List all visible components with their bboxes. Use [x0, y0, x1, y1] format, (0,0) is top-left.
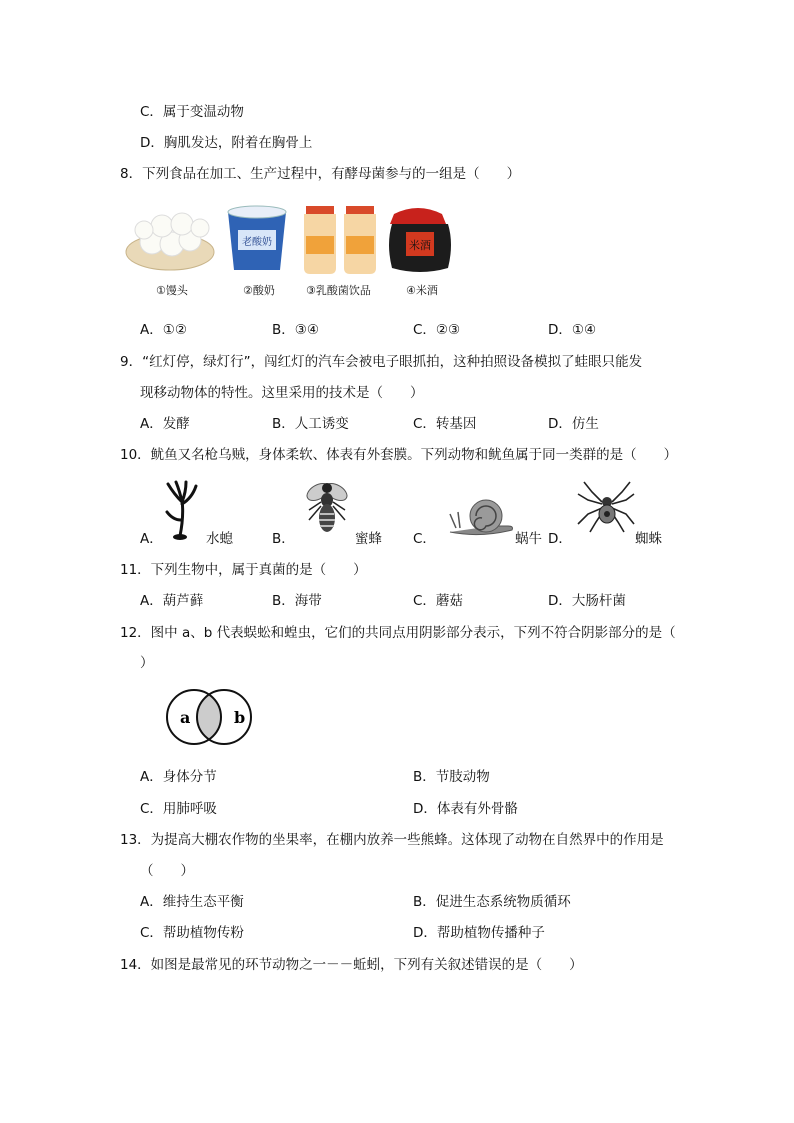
q12-option-d[interactable]: D．体表有外骨骼 [413, 801, 518, 817]
venn-diagram [158, 688, 260, 746]
q12-option-c[interactable]: C．用肺呼吸 [140, 801, 217, 817]
q10-option-c-letter[interactable]: C． [413, 531, 436, 547]
wine-label: 米酒 [409, 239, 431, 252]
q7-option-d: D．胸肌发达，附着在胸骨上 [140, 135, 313, 151]
q8-option-b[interactable]: B．③④ [272, 322, 319, 338]
q11-option-a[interactable]: A．葫芦藓 [140, 593, 204, 609]
q14-stem: 14．如图是最常见的环节动物之一－－蚯蚓，下列有关叙述错误的是（ ） [120, 957, 583, 973]
yogurt-cup-image [228, 206, 286, 270]
q13-option-a[interactable]: A．维持生态平衡 [140, 894, 244, 910]
lactic-drink-image [304, 206, 376, 274]
q8-figure [124, 200, 454, 280]
q8-option-a[interactable]: A．①② [140, 322, 187, 338]
venn-label-b: b [234, 708, 246, 727]
q10-option-d-name: 蜘蛛 [635, 531, 662, 547]
yogurt-label: 老酸奶 [242, 237, 272, 248]
q9-stem-line1: 9．“红灯停，绿灯行”，闯红灯的汽车会被电子眼抓拍，这种拍照设备模拟了蛙眼只能发 [120, 354, 643, 370]
q8-option-c[interactable]: C．②③ [413, 322, 461, 338]
snail-image [446, 494, 516, 538]
q8-caption-3: ③乳酸菌饮品 [306, 284, 371, 297]
q10-option-b-letter[interactable]: B． [272, 531, 295, 547]
venn-label-a: a [180, 708, 191, 727]
q8-caption-1: ①馒头 [156, 284, 188, 297]
q7-option-c: C．属于变温动物 [140, 104, 244, 120]
q9-stem-line2: 现移动物体的特性。这里采用的技术是（ ） [140, 385, 424, 401]
q9-option-b[interactable]: B．人工诱变 [272, 416, 349, 432]
q9-option-d[interactable]: D．仿生 [548, 416, 599, 432]
q12-option-a[interactable]: A．身体分节 [140, 769, 217, 785]
q13-option-d[interactable]: D．帮助植物传播种子 [413, 925, 545, 941]
q11-option-d[interactable]: D．大肠杆菌 [548, 593, 626, 609]
rice-wine-jar-image [389, 208, 451, 272]
q13-option-b[interactable]: B．促进生态系统物质循环 [413, 894, 571, 910]
q12-stem-line2: ） [140, 655, 154, 671]
q13-stem-line1: 13．为提高大棚农作物的坐果率，在棚内放养一些熊蜂。这体现了动物在自然界中的作用是 [120, 832, 664, 848]
q9-option-c[interactable]: C．转基因 [413, 416, 477, 432]
q10-option-d-letter[interactable]: D． [548, 531, 572, 547]
q10-option-c-name: 蜗牛 [515, 531, 542, 547]
spider-image [576, 478, 636, 534]
q11-option-c[interactable]: C．蘑菇 [413, 593, 463, 609]
q10-option-b-name: 蜜蜂 [355, 531, 382, 547]
q11-stem: 11．下列生物中，属于真菌的是（ ） [120, 562, 367, 578]
q11-option-b[interactable]: B．海带 [272, 593, 322, 609]
q8-caption-4: ④米酒 [406, 284, 438, 297]
q8-caption-2: ②酸奶 [243, 284, 275, 297]
q9-option-a[interactable]: A．发酵 [140, 416, 190, 432]
q8-stem: 8．下列食品在加工、生产过程中，有酵母菌参与的一组是（ ） [120, 166, 521, 182]
bee-image [300, 478, 355, 538]
q10-option-a-letter[interactable]: A． [140, 531, 163, 547]
q13-stem-line2: （ ） [140, 863, 194, 879]
q10-option-a-name: 水螅 [206, 531, 233, 547]
hydra-image [158, 480, 208, 540]
q12-stem-line1: 12．图中 a、b 代表蜈蚣和蝗虫，它们的共同点用阴影部分表示，下列不符合阴影部分的是（ [120, 625, 676, 641]
steamed-buns-image [126, 213, 214, 270]
q13-option-c[interactable]: C．帮助植物传粉 [140, 925, 244, 941]
q12-option-b[interactable]: B．节肢动物 [413, 769, 490, 785]
q8-option-d[interactable]: D．①④ [548, 322, 597, 338]
q10-stem: 10．鱿鱼又名枪乌贼，身体柔软、体表有外套膜。下列动物和鱿鱼属于同一类群的是（ ） [120, 447, 678, 463]
